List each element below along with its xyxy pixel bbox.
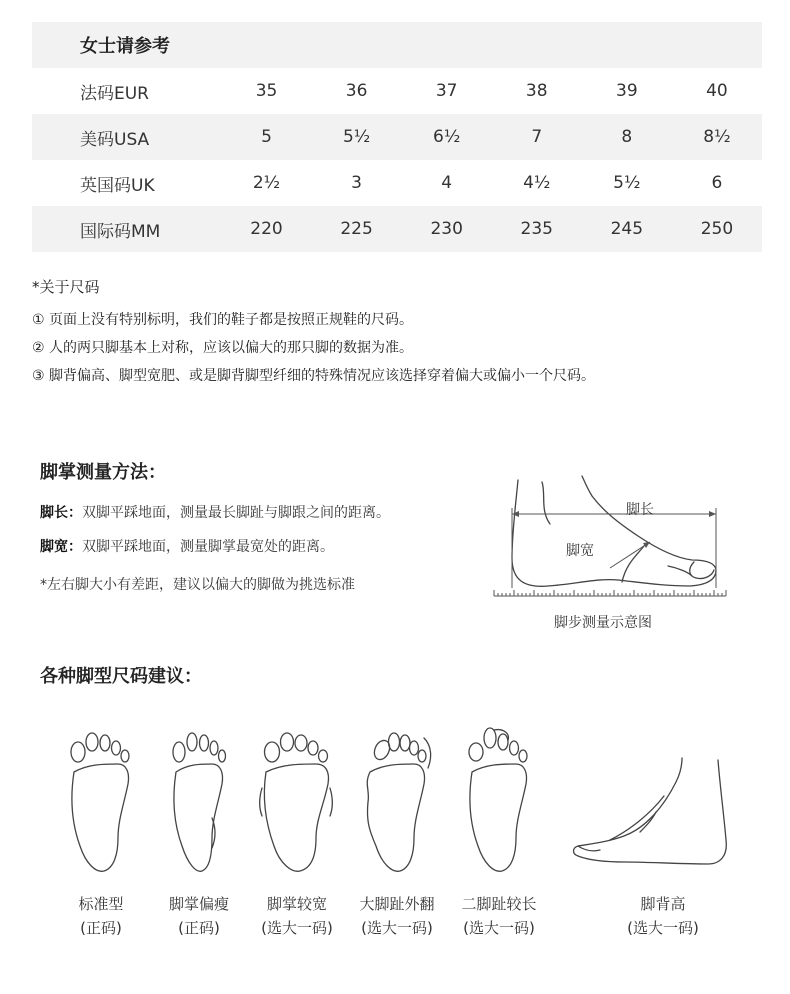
high-instep-foot-icon [570, 756, 730, 872]
foot-type-item [342, 892, 452, 940]
foot-type-name: 大脚趾外翻 [359, 895, 435, 913]
diagram-caption: 脚步测量示意图 [554, 615, 652, 631]
size-row-label: 国际码MM [32, 206, 221, 252]
foot-type-advice: (选大一码) [361, 919, 433, 937]
size-cell: 6 [711, 173, 723, 193]
width-term: 脚宽： [40, 539, 82, 555]
size-cell: 39 [616, 81, 638, 101]
foot-type-item [444, 892, 554, 940]
size-cell: 4 [441, 173, 453, 193]
foot-type-name: 脚背高 [640, 895, 686, 913]
foot-type-item [608, 892, 718, 940]
foot-type-advice: (选大一码) [261, 919, 333, 937]
foot-type-name: 二脚趾较长 [461, 895, 537, 913]
note-line: ① 页面上没有特别标明，我们的鞋子都是按照正规鞋的尺码。 [32, 312, 413, 328]
wide-foot-icon [262, 728, 332, 878]
size-cell: 5½ [312, 114, 402, 160]
standard-foot-icon [66, 728, 136, 878]
size-row-label: 英国码UK [80, 175, 155, 196]
bunion-foot-icon [362, 728, 432, 878]
foot-side-outline-icon [512, 476, 716, 586]
length-method [40, 502, 390, 522]
thin-foot-icon [164, 728, 234, 878]
long-second-toe-foot-icon [464, 728, 534, 878]
size-cell: 250 [672, 206, 762, 252]
foot-type-item [144, 892, 254, 940]
size-row-uk [32, 160, 762, 206]
size-row-usa [32, 114, 762, 160]
size-cell: 3 [351, 173, 362, 193]
size-cell: 230 [402, 206, 492, 252]
foot-type-advice: (正码) [178, 919, 220, 937]
size-cell: 2½ [252, 173, 281, 193]
length-term: 脚长： [40, 505, 82, 521]
size-cell: 36 [345, 81, 368, 101]
measure-tip: *左右脚大小有差距，建议以偏大的脚做为挑选标准 [40, 577, 355, 593]
foot-type-advice: (选大一码) [463, 919, 535, 937]
foot-types-title: 各种脚型尺码建议： [40, 666, 202, 687]
diagram-length-label: 脚长 [626, 502, 654, 518]
size-cell: 35 [255, 81, 278, 101]
foot-type-name: 标准型 [78, 895, 124, 913]
size-cell: 220 [221, 206, 311, 252]
notes-title: *关于尺码 [32, 278, 100, 296]
foot-measure-diagram [490, 472, 730, 602]
size-chart-title-row [32, 22, 762, 68]
size-chart-table [32, 22, 762, 252]
foot-type-advice: (正码) [80, 919, 122, 937]
size-cell: 38 [525, 81, 548, 101]
size-cell: 40 [706, 81, 728, 101]
size-row-mm [32, 206, 762, 252]
length-desc: 双脚平踩地面，测量最长脚趾与脚跟之间的距离。 [82, 505, 390, 521]
note-line: ② 人的两只脚基本上对称，应该以偏大的那只脚的数据为准。 [32, 340, 413, 356]
size-cell: 245 [582, 206, 672, 252]
size-cell: 8 [582, 114, 672, 160]
foot-type-advice: (选大一码) [627, 919, 699, 937]
size-cell: 6½ [402, 114, 492, 160]
foot-type-item [242, 892, 352, 940]
size-cell: 8½ [672, 114, 762, 160]
width-desc: 双脚平踩地面，测量脚掌最宽处的距离。 [82, 539, 334, 555]
size-cell: 5½ [613, 173, 641, 193]
size-cell: 235 [492, 206, 582, 252]
foot-type-name: 脚掌偏瘦 [168, 895, 229, 913]
length-arrow [512, 508, 716, 588]
size-row-eur [32, 68, 762, 114]
size-cell: 225 [312, 206, 402, 252]
size-row-label: 法码EUR [80, 83, 149, 104]
diagram-width-label: 脚宽 [566, 543, 594, 559]
size-row-label: 美码USA [32, 114, 221, 160]
foot-type-item [46, 892, 156, 940]
ruler-icon [494, 590, 726, 596]
width-method [40, 536, 334, 556]
measure-section-title: 脚掌测量方法： [40, 462, 166, 483]
size-chart-title: 女士请参考 [32, 22, 762, 68]
size-cell: 37 [435, 81, 458, 101]
size-cell: 4½ [523, 173, 551, 193]
size-cell: 7 [492, 114, 582, 160]
size-notes [32, 276, 595, 393]
note-line: ③ 脚背偏高、脚型宽肥、或是脚背脚型纤细的特殊情况应该选择穿着偏大或偏小一个尺码。 [32, 368, 595, 384]
size-cell: 5 [221, 114, 311, 160]
foot-type-name: 脚掌较宽 [266, 895, 327, 913]
